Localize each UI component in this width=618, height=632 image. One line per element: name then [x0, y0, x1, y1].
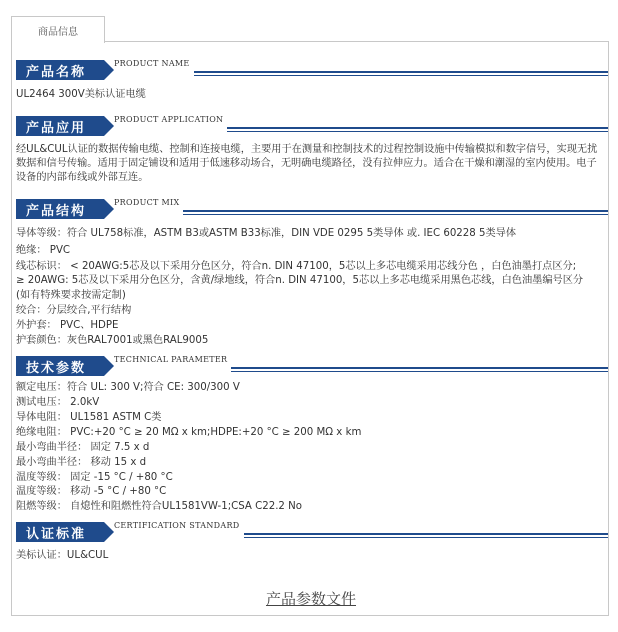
product-name: UL2464 300V美标认证电缆 [16, 89, 146, 100]
divider [244, 537, 608, 538]
mix-line: 绝缘： PVC [16, 245, 71, 256]
mix-line: 导体等级：符合 UL758标准，ASTM B3或ASTM B33标准，DIN VDE 0295 5类导体 或. IEC 60228 5类导体 [16, 228, 517, 239]
section-title: 技术参数 [16, 356, 104, 376]
section-subtitle: PRODUCT APPLICATION [114, 115, 224, 124]
tab-label: 商品信息 [38, 26, 78, 38]
product-parameter-file-link[interactable]: 产品参数文件 [265, 590, 356, 608]
divider [231, 367, 608, 369]
tech-line: 温度等级： 移动 -5 °C / +80 °C [16, 486, 167, 497]
product-info-panel [11, 42, 609, 616]
section-header-product-application [16, 116, 608, 136]
certification-text: 美标认证：UL&CUL [16, 550, 109, 561]
tech-line: 最小弯曲半径： 移动 15 x d [16, 457, 147, 468]
section-subtitle: CERTIFICATION STANDARD [114, 521, 240, 530]
section-title: 产品应用 [16, 116, 104, 136]
section-header-product-mix [16, 199, 608, 219]
divider [194, 71, 608, 73]
tech-line: 温度等级： 固定 -15 °C / +80 °C [16, 472, 173, 483]
tab-product-info[interactable] [11, 16, 105, 43]
divider [194, 75, 608, 76]
mix-line: 线芯标识： < 20AWG:5芯及以下采用分色区分，符合n. DIN 47100，5芯以上多芯电缆采用芯线分色 ，白色油墨打点区分; [16, 261, 577, 272]
divider [183, 214, 608, 215]
tech-line: 额定电压：符合 UL: 300 V;符合 CE: 300/300 V [16, 382, 240, 393]
tech-line: 阻燃等级： 自熄性和阻燃性符合UL1581VW-1;CSA C22.2 No [16, 501, 303, 512]
section-title: 认证标准 [16, 522, 104, 542]
section-title: 产品名称 [16, 60, 104, 80]
section-title: 产品结构 [16, 199, 104, 219]
mix-line: 绞合：分层绞合,平行结构 [16, 305, 132, 316]
tech-line: 绝缘电阻： PVC:+20 °C ≥ 20 MΩ x km;HDPE:+20 °C ≥ 200 MΩ x km [16, 427, 362, 438]
divider [227, 131, 608, 132]
section-header-technical-parameter [16, 356, 608, 376]
mix-line: ≥ 20AWG: 5芯及以下采用分色区分，含黄/绿地线，符合n. DIN 47100，5芯以上多芯电缆采用黑色芯线，白色油墨编号区分 [16, 275, 584, 286]
section-subtitle: PRODUCT NAME [114, 59, 190, 68]
tab-bar [11, 16, 609, 42]
section-subtitle: PRODUCT MIX [114, 198, 180, 207]
divider [227, 127, 608, 129]
section-header-product-name [16, 60, 608, 80]
divider [183, 210, 608, 212]
section-subtitle: TECHNICAL PARAMETER [114, 355, 228, 364]
application-description: 经UL&CUL认证的数据传输电缆、控制和连接电缆，主要用于在测量和控制技术的过程控制设施中传输模拟和数字信号，实现无扰数据和信号传输。适用于固定铺设和适用于低速移动场合，无明确电缆路径，没有拉伸应力。适合在干燥和潮湿的室内使用。电子设备的内部布线或外部互连。 [16, 144, 598, 183]
section-header-certification [16, 522, 608, 542]
tech-line: 测试电压： 2.0kV [16, 397, 100, 408]
mix-line: (如有特殊要求按需定制) [16, 290, 126, 301]
mix-line: 护套颜色：灰色RAL7001或黑色RAL9005 [16, 335, 209, 346]
divider [244, 533, 608, 535]
tech-line: 最小弯曲半径： 固定 7.5 x d [16, 442, 150, 453]
mix-line: 外护套： PVC、HDPE [16, 320, 119, 331]
tech-line: 导体电阻： UL1581 ASTM C类 [16, 412, 162, 423]
divider [231, 371, 608, 372]
